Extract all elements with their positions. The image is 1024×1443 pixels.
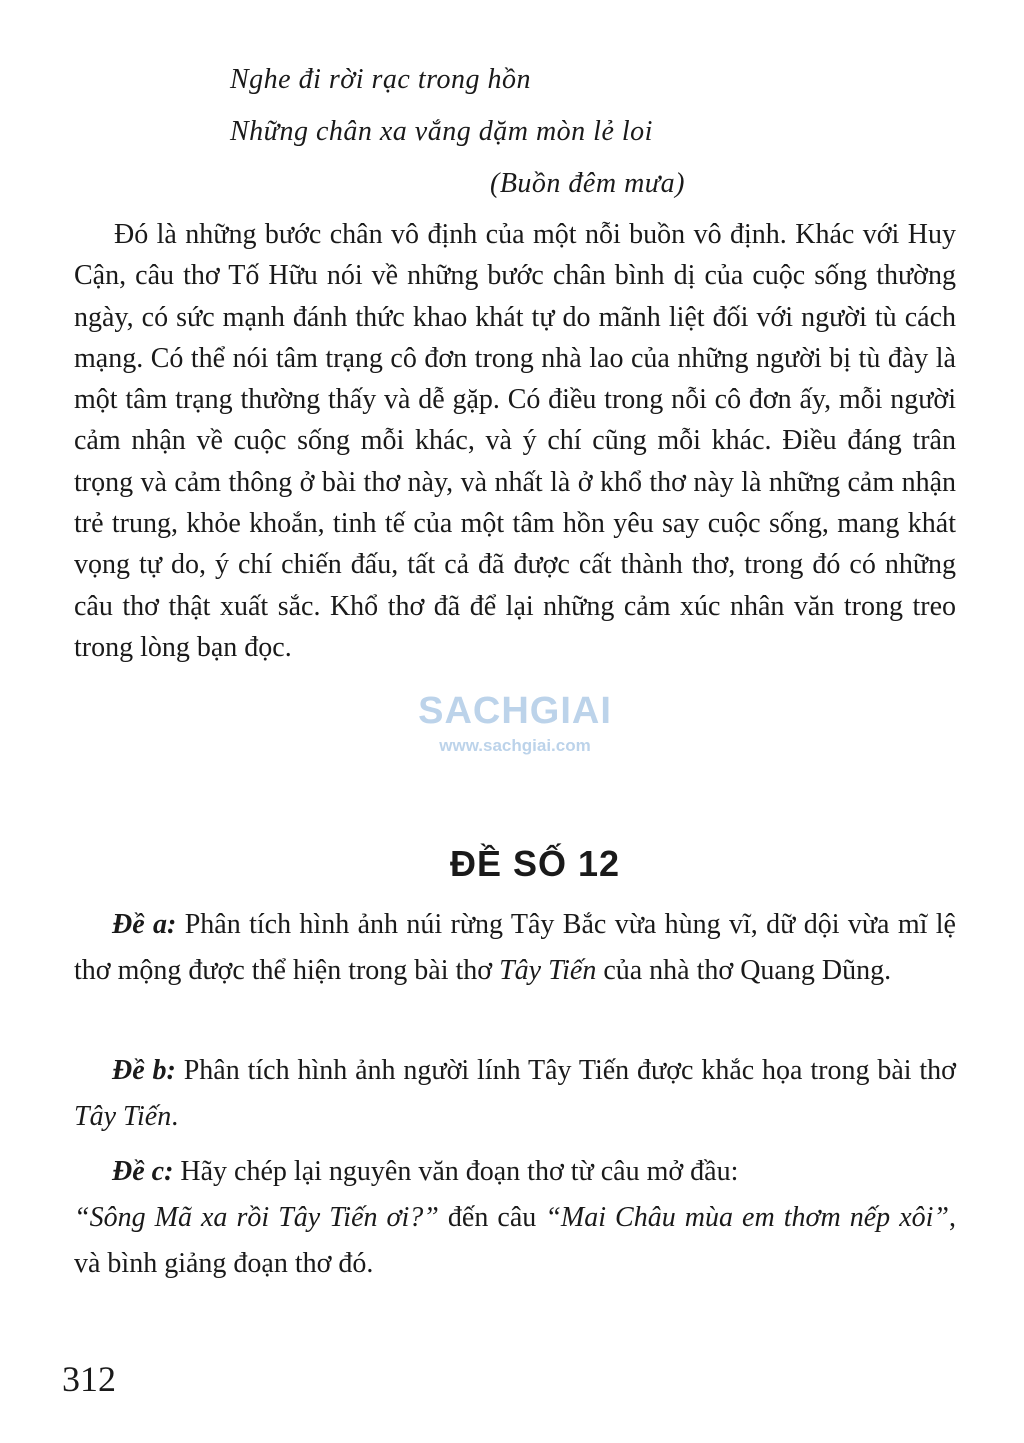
watermark (410, 690, 620, 756)
task-a-title: Tây Tiến (499, 955, 597, 986)
poem-line-1: Nghe đi rời rạc trong hồn (230, 64, 531, 95)
task-c (74, 1149, 956, 1287)
task-c-quote-start: “Sông Mã xa rồi Tây Tiến ơi?” (74, 1202, 439, 1233)
section-heading: ĐỀ SỐ 12 (449, 843, 621, 884)
task-b-text: Phân tích hình ảnh người lính Tây Tiến được khắc họa trong bài thơ (175, 1055, 956, 1086)
body-paragraph (74, 214, 956, 668)
body-paragraph-text: Đó là những bước chân vô định của một nỗi buồn vô định. Khác với Huy Cận, câu thơ Tố Hữu nói về những bước chân bình dị của cuộc sống thường ngày, có sức mạnh đánh thức khao khát tự do mãnh liệt đối với người tù cách mạng. Có thể nói tâm trạng cô đơn trong nhà lao của những người bị tù đày là một tâm trạng thường thấy và dễ gặp. Có điều trong nỗi cô đơn ấy, mỗi người cảm nhận về cuộc sống mỗi khác, và ý chí cũng mỗi khác. Điều đáng trân trọng và cảm thông ở bài thơ này, và nhất là ở khổ thơ này là những cảm nhận trẻ trung, khỏe khoắn, tinh tế của một tâm hồn yêu say cuộc sống, mang khát vọng tự do, ý chí chiến đấu, tất cả đã được cất thành thơ, trong đó có những câu thơ thật xuất sắc. Khổ thơ đã để lại những cảm xúc nhân văn trong treo trong lòng bạn đọc. (74, 219, 956, 663)
watermark-url: www.sachgiai.com (439, 736, 591, 755)
task-c-label: Đề c: (112, 1156, 174, 1187)
task-a (74, 902, 956, 994)
task-c-mid: đến câu (438, 1202, 546, 1233)
task-c-text: Hãy chép lại nguyên văn đoạn thơ từ câu mở đầu: (173, 1156, 739, 1187)
poem-source: (Buồn đêm mưa) (490, 168, 685, 199)
task-b-title: Tây Tiến (74, 1101, 172, 1132)
task-b (74, 1048, 956, 1140)
task-a-text2: của nhà thơ Quang Dũng. (596, 955, 892, 986)
task-a-text: Phân tích hình ảnh núi rừng Tây Bắc vừa hùng vĩ, dữ dội vừa mĩ lệ thơ mộng được thể hiện trong bài thơ (74, 909, 956, 986)
task-c-end: , và bình giảng đoạn thơ đó. (74, 1202, 957, 1279)
poem-line-2: Những chân xa vắng dặm mòn lẻ loi (230, 116, 653, 147)
page-number: 312 (62, 1359, 116, 1399)
watermark-logo: SACHGIAI (418, 690, 612, 732)
task-b-text2: . (171, 1101, 179, 1132)
task-b-label: Đề b: (112, 1055, 176, 1086)
task-a-label: Đề a: (112, 909, 177, 940)
task-c-quote-end: “Mai Châu mùa em thơm nếp xôi” (545, 1202, 950, 1233)
